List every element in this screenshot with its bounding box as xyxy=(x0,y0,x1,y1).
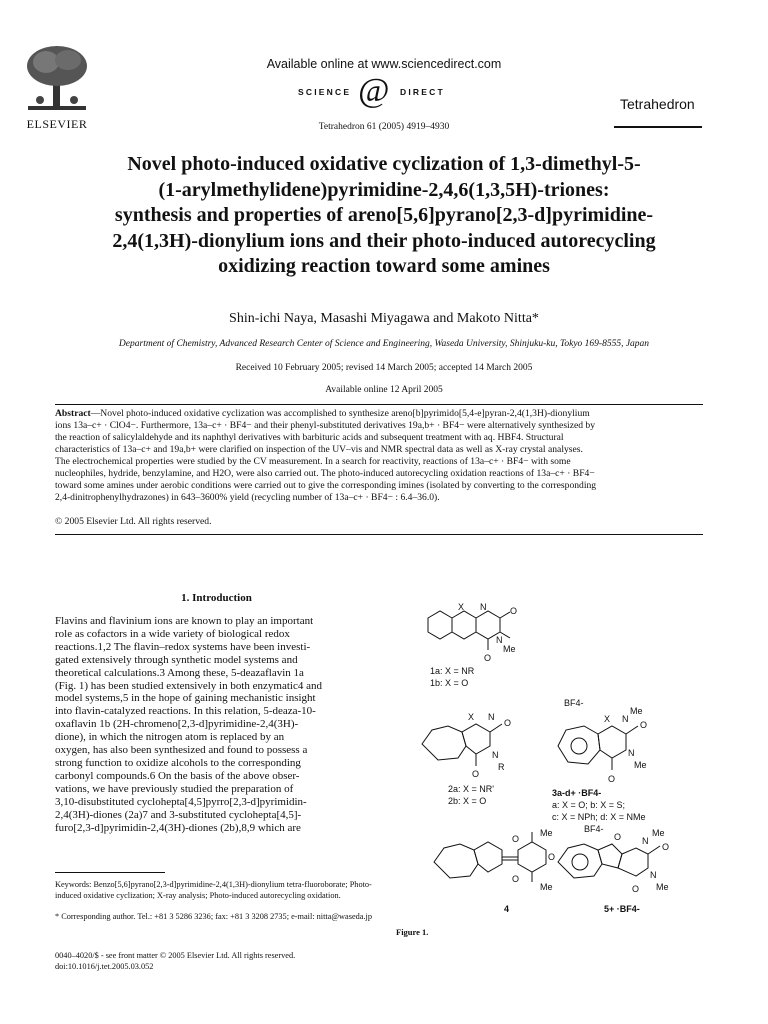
corresponding-author: * Corresponding author. Tel.: +81 3 5286 3236; fax: +81 3 3208 2735; e-mail: nitta@waseda.jp xyxy=(55,912,372,921)
body-line: into flavin-catalyzed reactions. In this relation, 5-deaza-10- xyxy=(55,705,316,718)
structure-3 xyxy=(552,698,647,822)
online-date: Available online 12 April 2005 xyxy=(325,385,443,395)
label-n: N xyxy=(496,635,503,645)
caption-3cd: c: X = NPh; d: X = NMe xyxy=(552,812,646,822)
footnote-rule xyxy=(55,872,165,873)
figure-caption: Figure 1. xyxy=(396,927,429,937)
caption-1b: 1b: X = O xyxy=(430,678,469,688)
received-dates: Received 10 February 2005; revised 14 March 2005; accepted 14 March 2005 xyxy=(235,363,533,373)
authors: Shin-ichi Naya, Masashi Miyagawa and Makoto Nitta* xyxy=(229,311,539,326)
label-x: X xyxy=(468,712,475,722)
body-line: Flavins and flavinium ions are known to play an important xyxy=(55,615,314,627)
label-r: R xyxy=(498,762,505,772)
label-n: N xyxy=(628,748,635,758)
front-matter-line: 0040–4020/$ - see front matter © 2005 Elsevier Ltd. All rights reserved. xyxy=(55,951,296,960)
caption-2a: 2a: X = NR' xyxy=(448,784,494,794)
label-n: N xyxy=(488,712,495,722)
abstract-line: Abstract—Novel photo-induced oxidative cyclization was accomplished to synthesize areno[b]pyrimido[5,4-e]pyran-2,4(1,3H)-dionylium xyxy=(55,408,590,419)
title-line: synthesis and properties of areno[5,6]pyrano[2,3-d]pyrimidine- xyxy=(114,204,654,226)
label-n: N xyxy=(650,870,657,880)
title-line: Novel photo-induced oxidative cyclization of 1,3-dimethyl-5- xyxy=(127,153,641,175)
figure-1 xyxy=(408,596,718,946)
label-o: O xyxy=(608,774,616,784)
structure-1 xyxy=(428,602,517,688)
label-bf4: BF4- xyxy=(564,698,584,708)
label-n: N xyxy=(642,836,649,846)
body-line: (Fig. 1) has been studied extensively in both enzymatic4 and xyxy=(55,679,322,692)
label-me: Me xyxy=(656,882,669,892)
body-line: 3,10-disubstituted cyclohepta[4,5]pyrro[2,3-d]pyrimidin- xyxy=(55,795,307,808)
body-line: vations, we have previously studied the preparation of xyxy=(55,782,294,795)
label-n: N xyxy=(480,602,487,612)
caption-3: 3a-d+ ·BF4- xyxy=(552,788,602,798)
sd-direct-text: DIRECT xyxy=(400,87,445,97)
label-o: O xyxy=(614,832,622,842)
title-line: oxidizing reaction toward some amines xyxy=(218,255,550,277)
body-line: 2,4(3H)-diones (2a)7 and 3-substituted cyclohepta[4,5]- xyxy=(55,808,302,821)
abstract-line: The electrochemical properties were studied by the CV measurement. In a search for reactivity, reactions of 13a–c+ · BF4− with some xyxy=(55,456,571,467)
body-line: dione), in which the nitrogen atom is replaced by an xyxy=(55,731,285,744)
abstract-line: characteristics of 13a–c+ and 19a,b+ were clarified on inspection of the UV–vis and NMR spectral data as well as X-ray crystal analyses. xyxy=(55,444,583,455)
abstract-label: Abstract xyxy=(55,408,91,419)
body-line: gated extensively through synthetic model systems and xyxy=(55,653,298,666)
sd-science-text: SCIENCE xyxy=(298,87,352,97)
body-line: furo[2,3-d]pyrimidin-2,4(3H)-diones (2b),8,9 which are xyxy=(55,821,301,834)
body-line: reactions.1,2 The flavin–redox systems have been investi- xyxy=(55,640,311,653)
body-line: oxygen, has also been synthesized and found to possess a xyxy=(55,744,308,757)
caption-1a: 1a: X = NR xyxy=(430,666,475,676)
structure-2 xyxy=(422,712,511,806)
caption-5: 5+ ·BF4- xyxy=(604,904,640,914)
body-line: oxaflavin 1b (2H-chromeno[2,3-d]pyrimidine-2,4(3H)- xyxy=(55,718,299,731)
body-line: strong function to oxidize alcohols to the corresponding xyxy=(55,756,301,769)
label-me: Me xyxy=(630,706,643,716)
label-o: O xyxy=(510,606,518,616)
label-me: Me xyxy=(540,882,553,892)
caption-4: 4 xyxy=(504,904,510,914)
label-o: O xyxy=(504,718,512,728)
label-n: N xyxy=(492,750,499,760)
body-line: model systems,5 in the hope of gaining mechanistic insight xyxy=(55,692,316,705)
label-me: Me xyxy=(503,644,516,654)
title-line: 2,4(1,3H)-dionylium ions and their photo-induced autorecycling xyxy=(112,229,656,252)
sd-at-icon: @ xyxy=(358,72,390,109)
abstract xyxy=(55,408,703,504)
abstract-line: toward some amines under aerobic conditions were carried out to give the corresponding imines (isolated by converting to the corresponding xyxy=(55,480,597,491)
article-title xyxy=(40,152,728,280)
abstract-top-rule xyxy=(55,404,703,405)
label-o: O xyxy=(662,842,670,852)
label-o: O xyxy=(640,720,648,730)
label-o: O xyxy=(512,834,520,844)
abstract-line: the reaction of salicylaldehyde and its naphthyl derivatives with barbituric acids and subsequent treatment with aq. HBF4. Structural xyxy=(55,432,564,443)
structure-5 xyxy=(558,824,669,914)
label-o: O xyxy=(632,884,640,894)
abstract-copyright: © 2005 Elsevier Ltd. All rights reserved. xyxy=(55,516,212,527)
section-heading: 1. Introduction xyxy=(181,592,252,604)
label-o: O xyxy=(512,874,520,884)
available-online-banner[interactable]: Available online at www.sciencedirect.com xyxy=(266,57,502,71)
caption-2b: 2b: X = O xyxy=(448,796,487,806)
journal-name: Tetrahedron xyxy=(620,96,695,112)
keywords: Keywords: Benzo[5,6]pyrano[2,3-d]pyrimidine-2,4(1,3H)-dionylium tetra-fluoroborate; Photo-induced oxidative cyclization; X-ray analysis; Photo-induced autorecycling oxidation. xyxy=(55,880,372,900)
body-line: theoretical calculations.3 Among these, 5-deazaflavin 1a xyxy=(55,666,304,679)
label-o: O xyxy=(472,769,480,779)
body-line: role as cofactors in a wide variety of biological redox xyxy=(55,627,290,640)
doi-line[interactable]: doi:10.1016/j.tet.2005.03.052 xyxy=(55,962,154,971)
structure-4 xyxy=(434,828,555,914)
caption-3ab: a: X = O; b: X = S; xyxy=(552,800,626,810)
label-bf4: BF4- xyxy=(584,824,604,834)
publisher-name: ELSEVIER xyxy=(26,117,88,131)
abstract-bottom-rule xyxy=(55,534,703,535)
abstract-line: nucleophiles, hydride, benzylamine, and H2O, were also carried out. The photo-induced autorecycling oxidation reactions of 13a–c+ · BF4− xyxy=(55,468,595,479)
label-x: X xyxy=(604,714,611,724)
label-x: X xyxy=(458,602,465,612)
front-matter xyxy=(55,950,295,972)
sciencedirect-logo xyxy=(298,72,478,109)
affiliation: Department of Chemistry, Advanced Research Center of Science and Engineering, Waseda University, Shinjuku-ku, Tokyo 169-8555, Japan xyxy=(118,339,650,349)
introduction-text xyxy=(55,615,378,834)
body-line: carbonyl compounds.6 On the basis of the above obser- xyxy=(55,769,300,782)
label-n: N xyxy=(622,714,629,724)
label-me: Me xyxy=(652,828,665,838)
label-o: O xyxy=(484,653,492,663)
abstract-line: 2,4-dinitrophenylhydrazones) in 643–3600% yield (recycling number of 13a–c+ · BF4− : 6.4–36.0). xyxy=(55,492,440,503)
journal-citation: Tetrahedron 61 (2005) 4919–4930 xyxy=(318,122,450,132)
abstract-line: ions 13a–c+ · ClO4−. Furthermore, 13a–c+ · BF4− and their phenyl-substituted derivatives 19a,b+ · BF4− were alternatively synthesized by xyxy=(55,420,596,431)
label-me: Me xyxy=(634,760,647,770)
label-o: O xyxy=(548,852,556,862)
label-me: Me xyxy=(540,828,553,838)
title-line: (1-arylmethylidene)pyrimidine-2,4,6(1,3,5H)-triones: xyxy=(158,178,610,201)
